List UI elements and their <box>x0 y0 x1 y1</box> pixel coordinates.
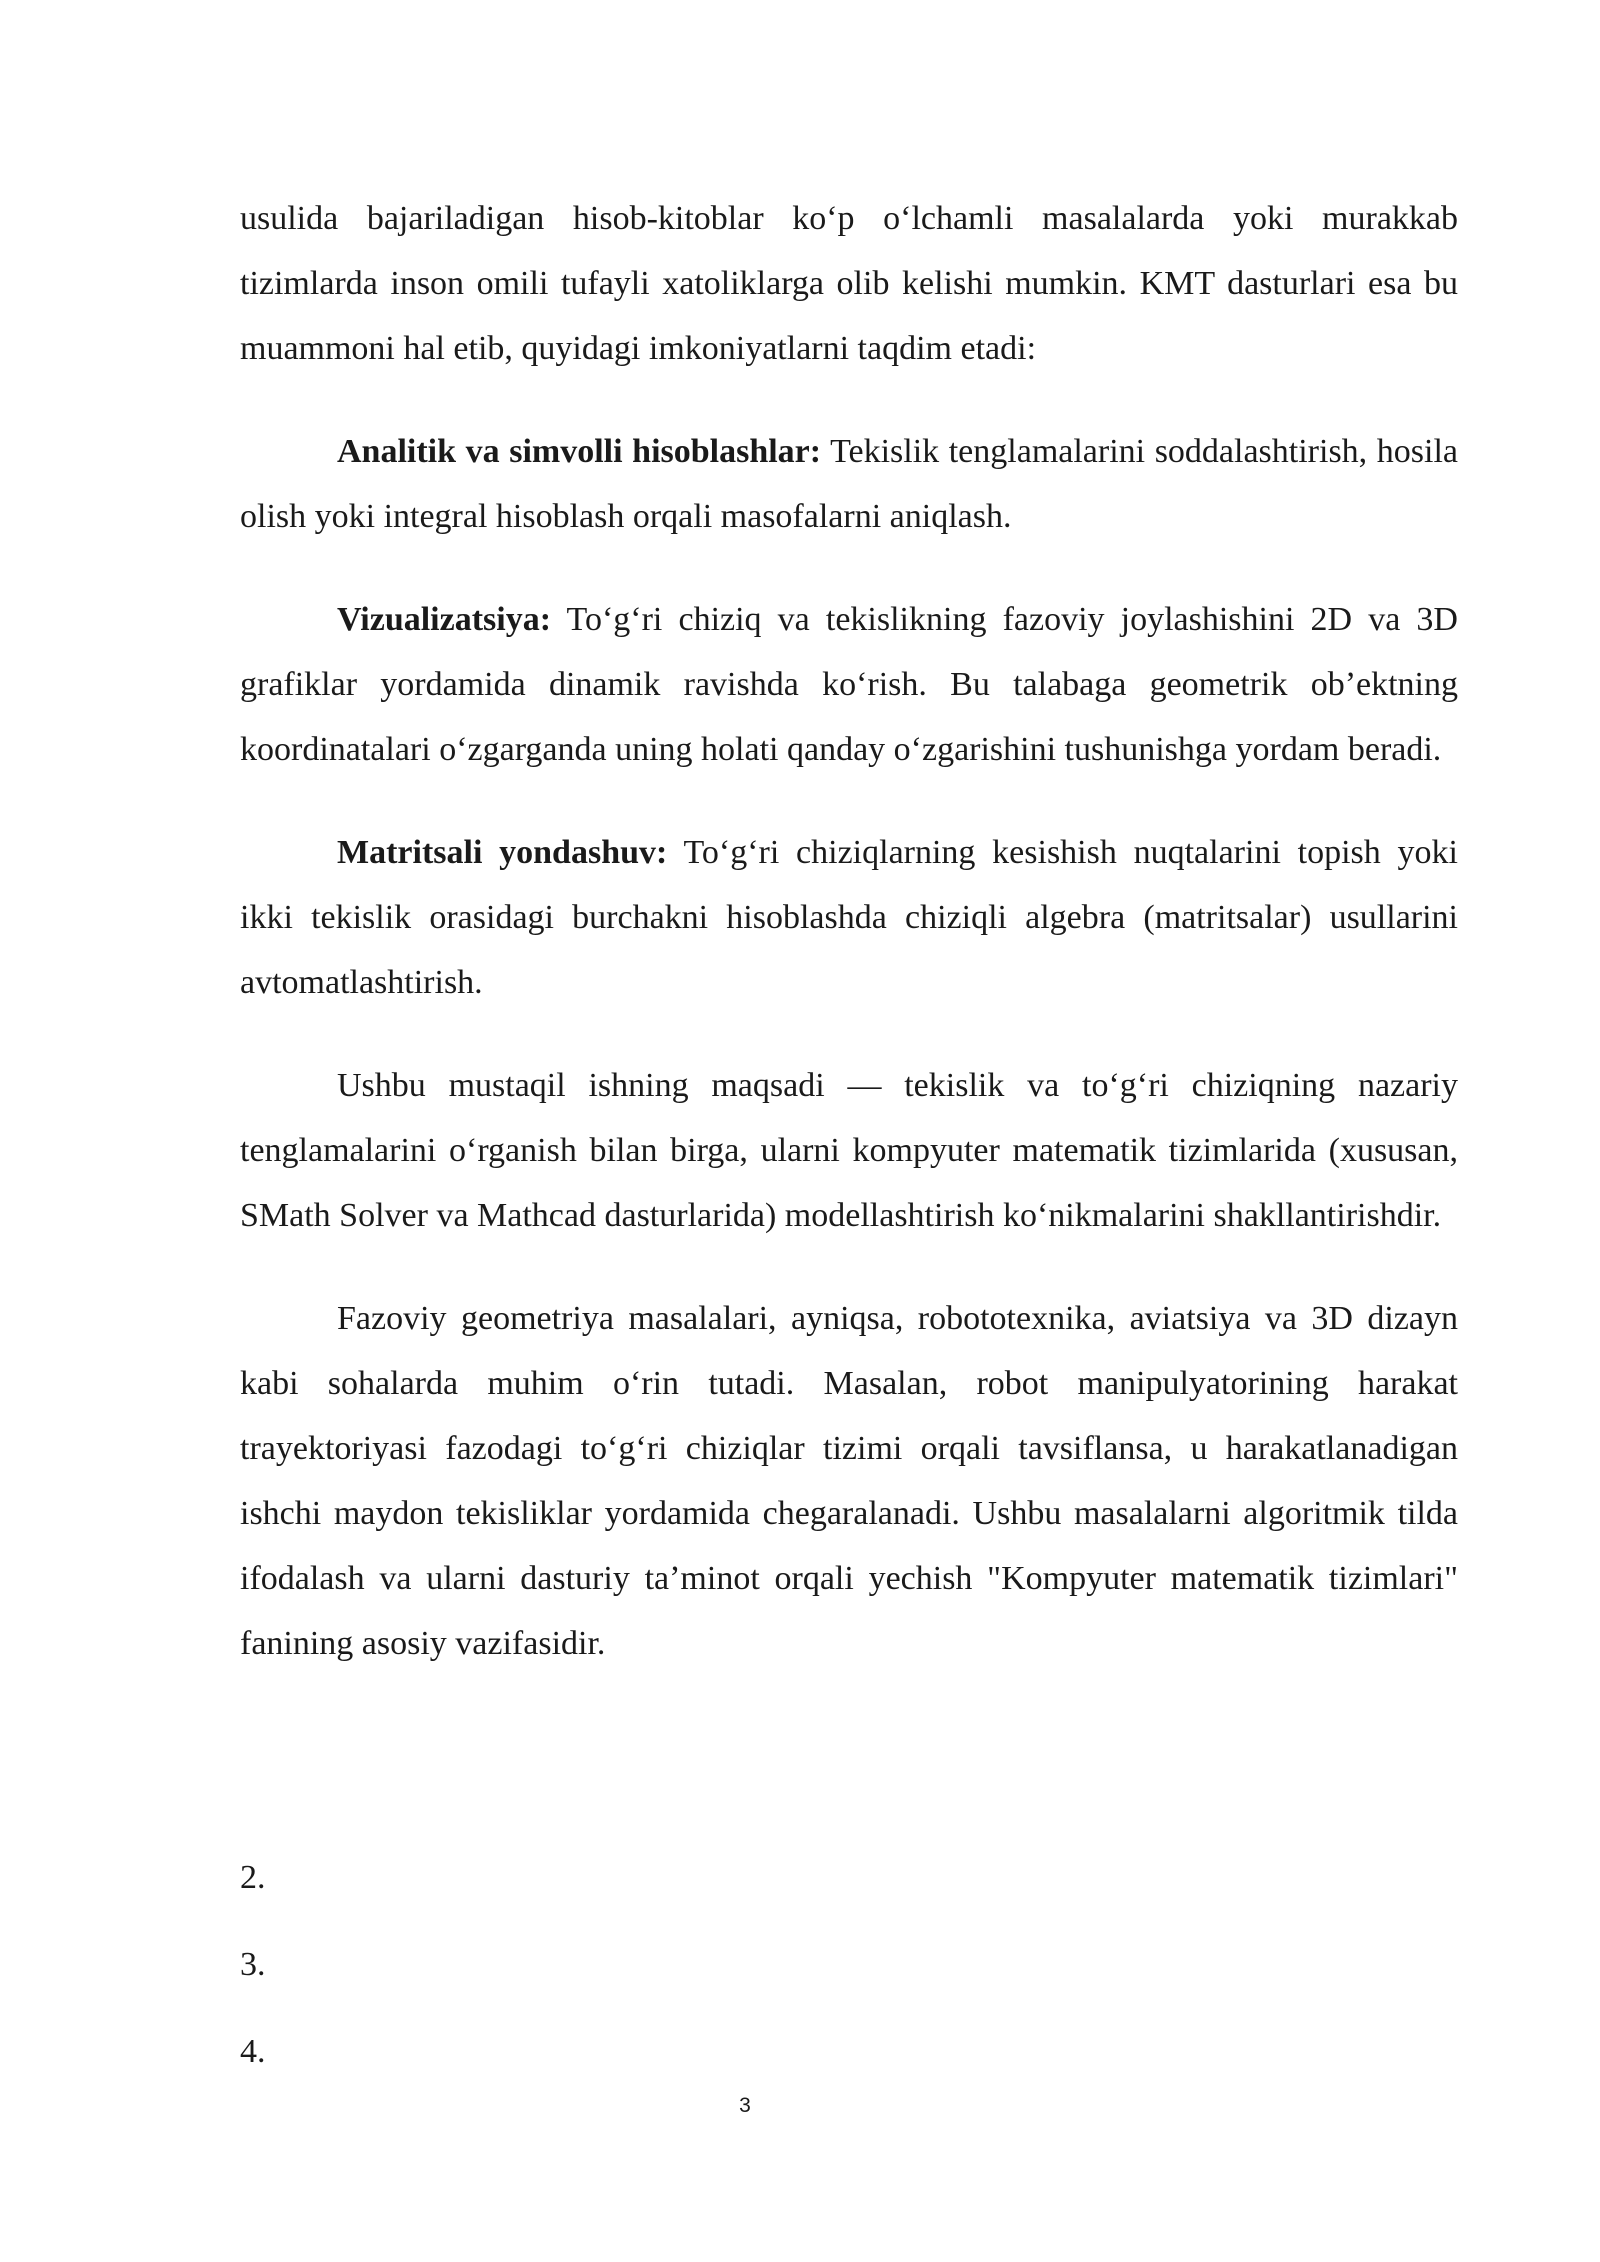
paragraph-matrix-approach <box>240 820 1458 1015</box>
paragraph-lead: Vizualizatsiya: <box>337 601 552 638</box>
page-number: 3 <box>739 2094 751 2117</box>
list-number-2: 2. <box>240 1859 266 1896</box>
paragraph-text: usulida bajariladigan hisob-kitoblar koʻp oʻlchamli masalalarda yoki murakkab tizimlarda inson omili tufayli xatoliklarga olib kelishi mumkin. KMT dasturlari esa bu muammoni hal etib, quyidagi imkoniyatlarni taqdim etadi: <box>240 200 1458 367</box>
paragraph-analytic-symbolic <box>240 419 1458 549</box>
paragraph-text: Ushbu mustaqil ishning maqsadi — tekislik va toʻgʻri chiziqning nazariy tenglamalarini oʻrganish bilan birga, ularni kompyuter matematik tizimlarida (xususan, SMath Solver va Mathcad dasturlarida) modellashtirish koʻnikmalarini shakllantirishdir. <box>240 1067 1458 1234</box>
paragraph-applications <box>240 1286 1458 1676</box>
paragraph-text: Toʻgʻri chiziq va tekislikning fazoviy joylashishini 2D va 3D grafiklar yordamida dinamik ravishda koʻrish. Bu talabaga geometrik obʼektning koordinatalari oʻzgarganda uning holati qanday oʻzgarishini tushunishga yordam beradi. <box>240 601 1458 768</box>
page-body <box>240 186 1458 1676</box>
paragraph-lead: Matritsali yondashuv: <box>337 834 668 871</box>
paragraph-intro-continuation <box>240 186 1458 381</box>
paragraph-text: Fazoviy geometriya masalalari, ayniqsa, robototexnika, aviatsiya va 3D dizayn kabi sohalarda muhim oʻrin tutadi. Masalan, robot manipulyatorining harakat trayektoriyasi fazodagi toʻgʻri chiziqlar tizimi orqali tavsiflansa, u harakatlanadigan ishchi maydon tekisliklar yordamida chegaralanadi. Ushbu masalalarni algoritmik tilda ifodalash va ularni dasturiy taʼminot orqali yechish "Kompyuter matematik tizimlari" fanining asosiy vazifasidir. <box>240 1300 1458 1662</box>
list-number-4: 4. <box>240 2033 266 2070</box>
paragraph-text: Toʻgʻri chiziqlarning kesishish nuqtalarini topish yoki ikki tekislik orasidagi burchakni hisoblashda chiziqli algebra (matritsalar) usullarini avtomatlashtirish. <box>240 834 1458 1001</box>
paragraph-text: Tekislik tenglamalarini soddalashtirish, hosila olish yoki integral hisoblash orqali masofalarni aniqlash. <box>240 433 1458 535</box>
list-number-3: 3. <box>240 1946 266 1983</box>
paragraph-goal <box>240 1053 1458 1248</box>
paragraph-visualization <box>240 587 1458 782</box>
paragraph-lead: Analitik va simvolli hisoblashlar: <box>337 433 822 470</box>
